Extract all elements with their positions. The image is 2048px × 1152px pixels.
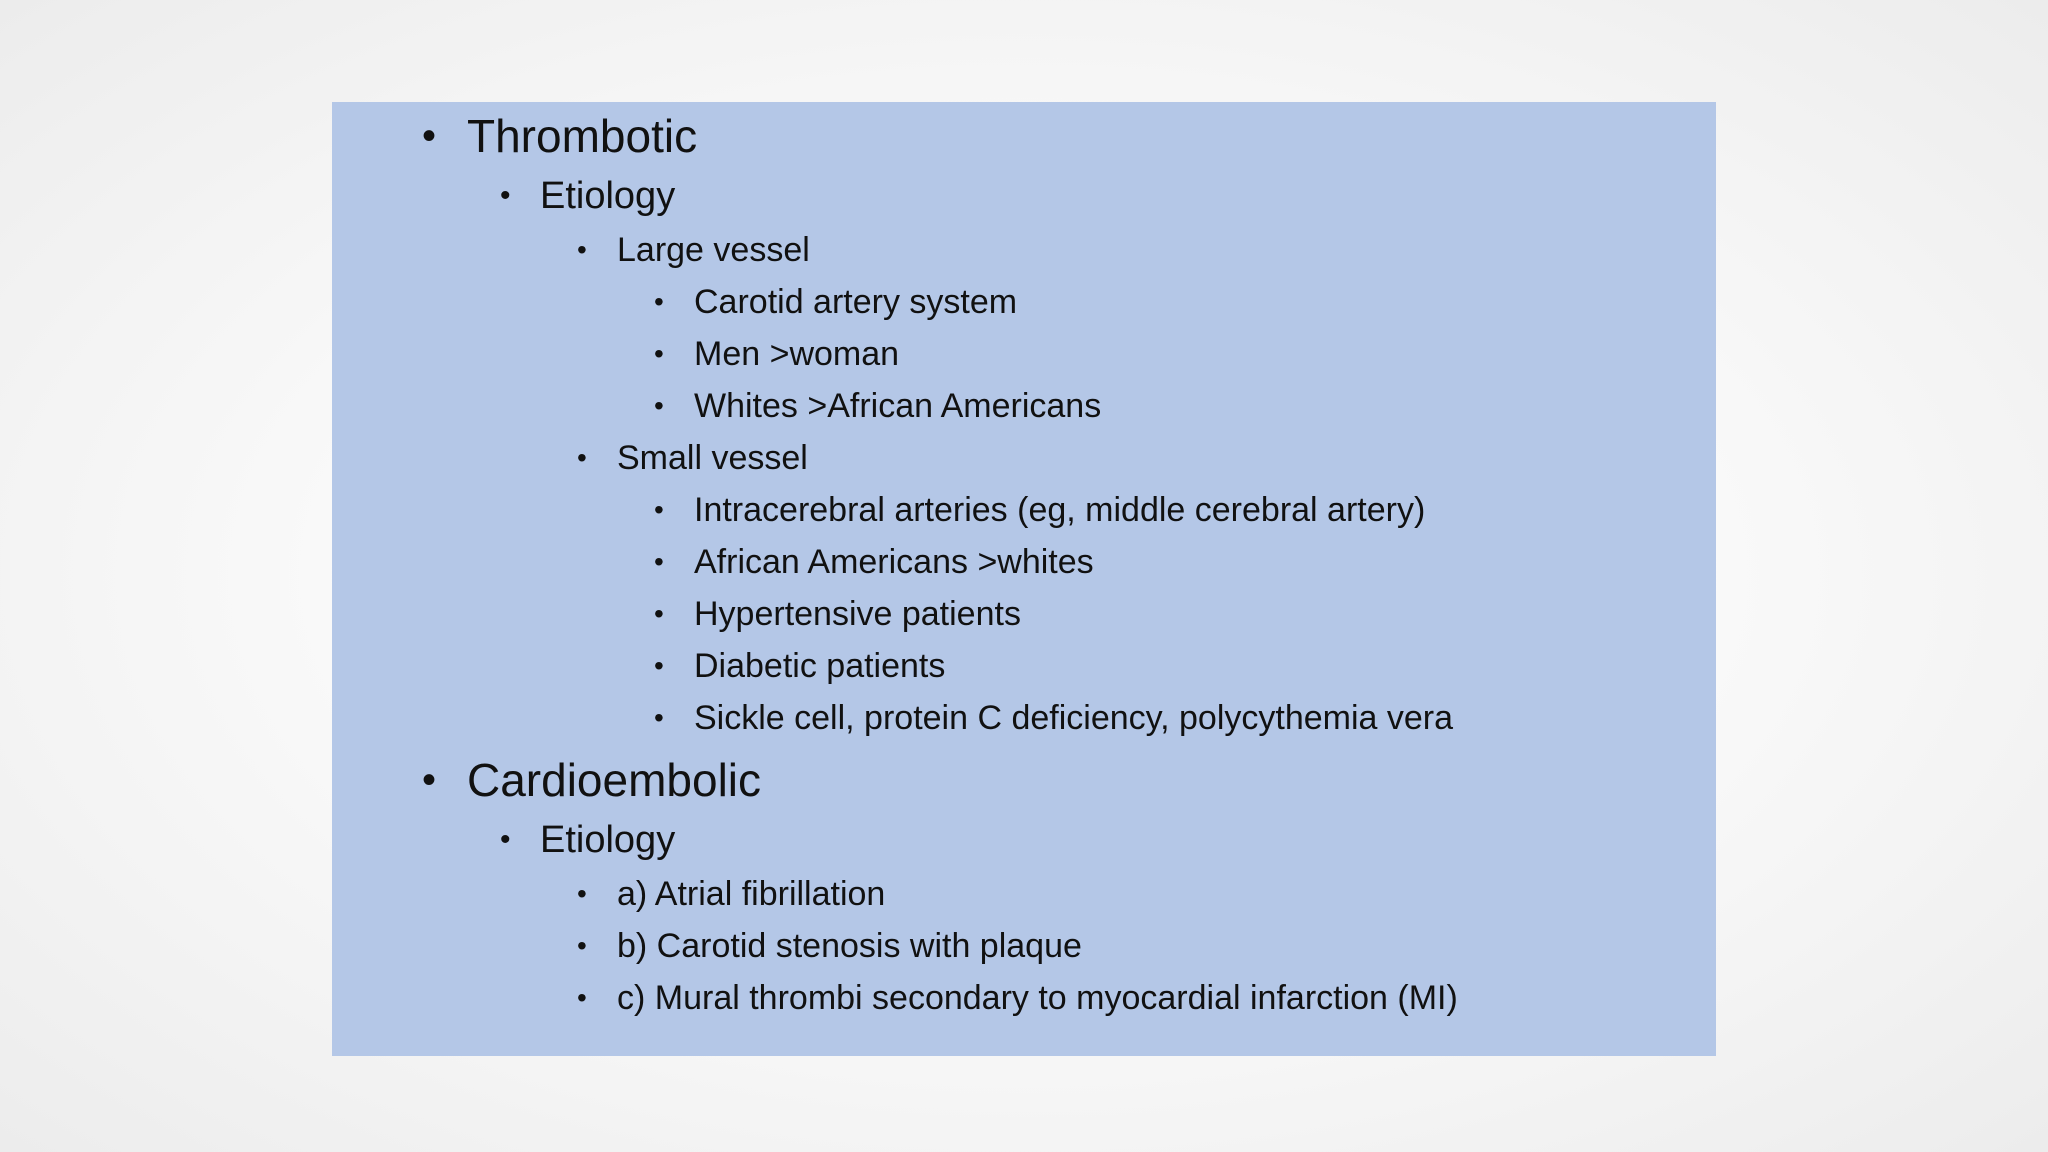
bullet-text: Intracerebral arteries (eg, middle cerebral artery) — [694, 491, 1426, 529]
bullet-text: Thrombotic — [467, 110, 698, 162]
bullet-marker: • — [654, 494, 664, 525]
bullet-text: Small vessel — [617, 439, 808, 477]
bullet-marker: • — [654, 338, 664, 369]
bullet-marker: • — [654, 390, 664, 421]
bullet-text: Men >woman — [694, 335, 900, 373]
bullet-text: Diabetic patients — [694, 647, 946, 685]
bullet-marker: • — [577, 442, 587, 473]
bullet-text: Etiology — [540, 175, 676, 217]
bullet-marker: • — [577, 234, 587, 265]
bullet-text: Whites >African Americans — [694, 387, 1102, 425]
bullet-marker: • — [654, 286, 664, 317]
bullet-text: Hypertensive patients — [694, 595, 1021, 633]
bullet-marker: • — [654, 650, 664, 681]
bullet-text: Etiology — [540, 819, 676, 861]
bullet-text: African Americans >whites — [694, 543, 1094, 581]
bullet-marker: • — [422, 114, 437, 158]
bullet-marker: • — [654, 702, 664, 733]
slide-content-panel — [332, 102, 1716, 1056]
bullet-text: b) Carotid stenosis with plaque — [617, 927, 1082, 965]
bullet-marker: • — [577, 982, 587, 1013]
bullet-marker: • — [577, 930, 587, 961]
bullet-text: c) Mural thrombi secondary to myocardial infarction (MI) — [617, 979, 1458, 1017]
bullet-text: a) Atrial fibrillation — [617, 875, 886, 913]
bullet-marker: • — [654, 598, 664, 629]
bullet-text: Large vessel — [617, 231, 810, 269]
bullet-marker: • — [500, 179, 511, 212]
bullet-marker: • — [654, 546, 664, 577]
bullet-text: Sickle cell, protein C deficiency, polycythemia vera — [694, 699, 1454, 737]
bullet-text: Cardioembolic — [467, 754, 762, 806]
bullet-marker: • — [577, 878, 587, 909]
bullet-marker: • — [500, 823, 511, 856]
bullet-text: Carotid artery system — [694, 283, 1018, 321]
bullet-marker: • — [422, 758, 437, 802]
